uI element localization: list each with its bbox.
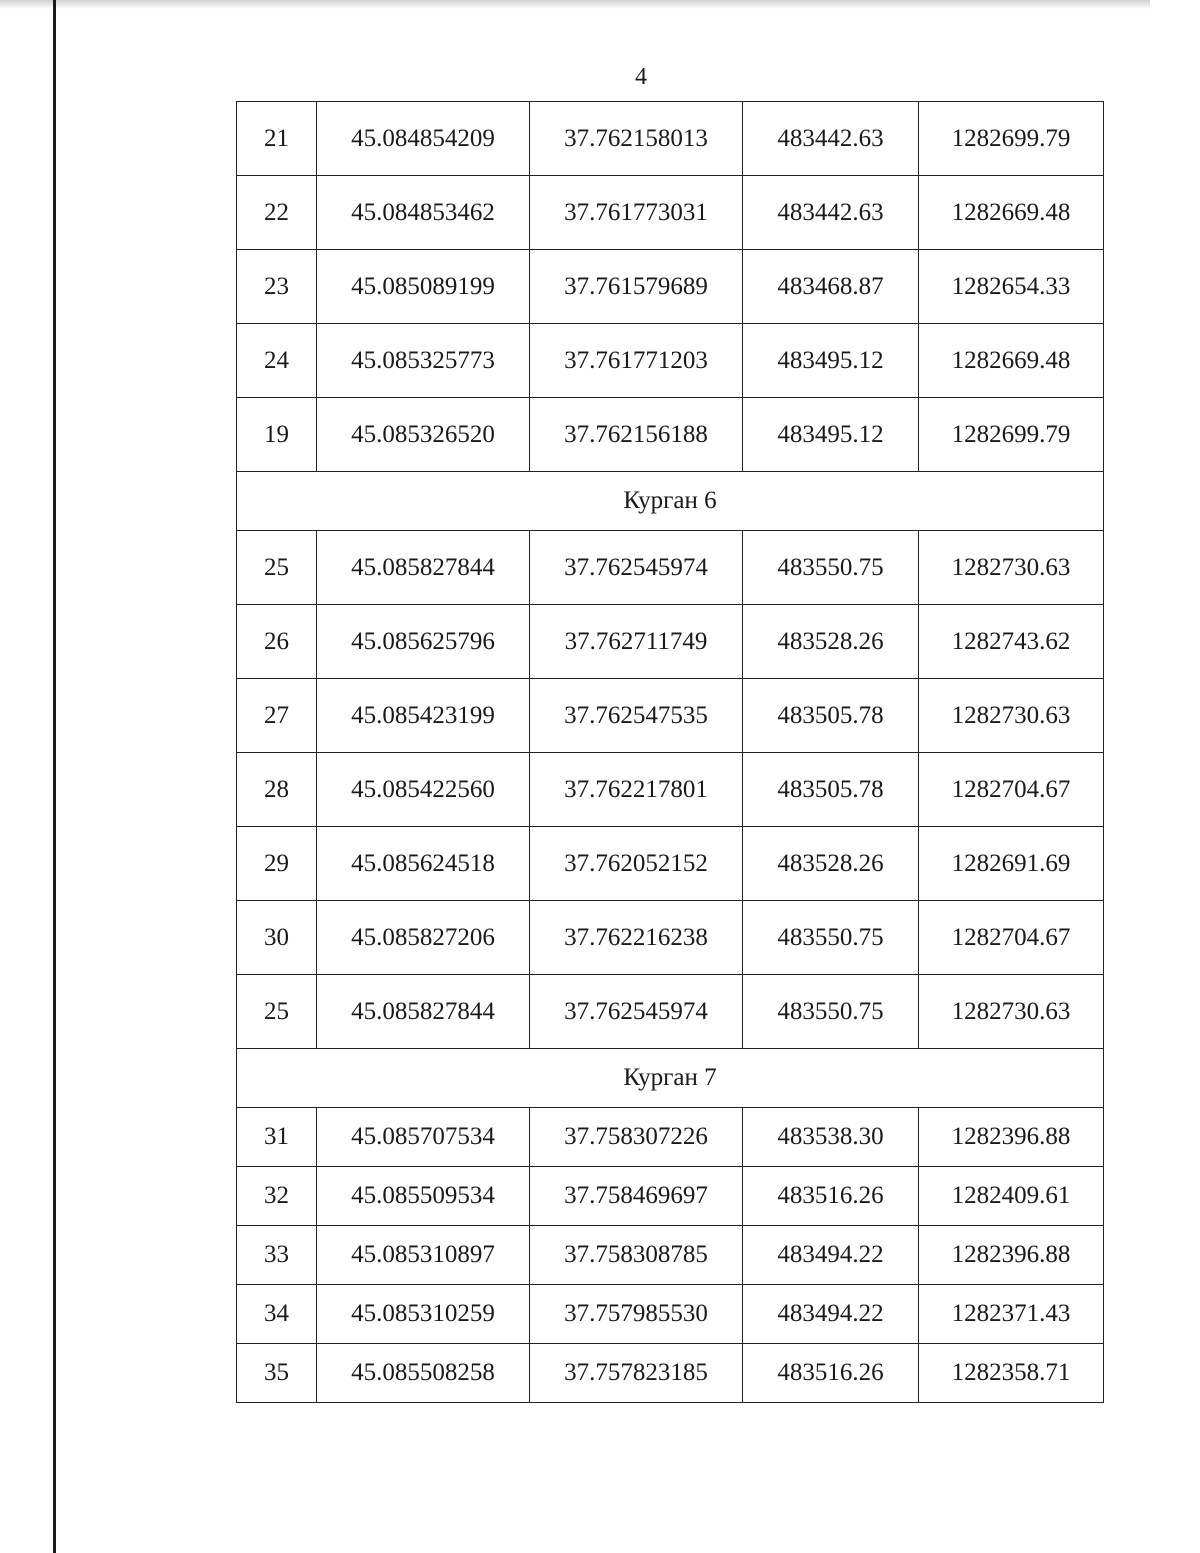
longitude-cell: 37.758469697 — [530, 1167, 743, 1226]
longitude-cell: 37.761773031 — [530, 176, 743, 250]
y-coordinate-cell: 1282669.48 — [919, 324, 1104, 398]
longitude-cell: 37.762711749 — [530, 605, 743, 679]
table-row — [237, 250, 1104, 324]
x-coordinate-cell: 483442.63 — [743, 102, 919, 176]
table-row — [237, 605, 1104, 679]
y-coordinate-cell: 1282691.69 — [919, 827, 1104, 901]
table-row — [237, 975, 1104, 1049]
x-coordinate-cell: 483550.75 — [743, 901, 919, 975]
point-number-cell: 28 — [237, 753, 317, 827]
x-coordinate-cell: 483528.26 — [743, 605, 919, 679]
table-row — [237, 753, 1104, 827]
point-number-cell: 34 — [237, 1285, 317, 1344]
x-coordinate-cell: 483528.26 — [743, 827, 919, 901]
coordinates-table — [236, 101, 1104, 1403]
table-row — [237, 1108, 1104, 1167]
latitude-cell: 45.085325773 — [317, 324, 530, 398]
latitude-cell: 45.085310259 — [317, 1285, 530, 1344]
x-coordinate-cell: 483468.87 — [743, 250, 919, 324]
point-number-cell: 23 — [237, 250, 317, 324]
longitude-cell: 37.762545974 — [530, 531, 743, 605]
x-coordinate-cell: 483494.22 — [743, 1285, 919, 1344]
latitude-cell: 45.085707534 — [317, 1108, 530, 1167]
table-row — [237, 679, 1104, 753]
latitude-cell: 45.085422560 — [317, 753, 530, 827]
table-row — [237, 1285, 1104, 1344]
x-coordinate-cell: 483516.26 — [743, 1167, 919, 1226]
point-number-cell: 32 — [237, 1167, 317, 1226]
latitude-cell: 45.085625796 — [317, 605, 530, 679]
latitude-cell: 45.085624518 — [317, 827, 530, 901]
y-coordinate-cell: 1282730.63 — [919, 531, 1104, 605]
y-coordinate-cell: 1282654.33 — [919, 250, 1104, 324]
section-label: Курган 7 — [237, 1049, 1104, 1108]
latitude-cell: 45.085423199 — [317, 679, 530, 753]
point-number-cell: 27 — [237, 679, 317, 753]
longitude-cell: 37.762158013 — [530, 102, 743, 176]
longitude-cell: 37.762217801 — [530, 753, 743, 827]
point-number-cell: 30 — [237, 901, 317, 975]
longitude-cell: 37.762216238 — [530, 901, 743, 975]
longitude-cell: 37.762547535 — [530, 679, 743, 753]
longitude-cell: 37.757985530 — [530, 1285, 743, 1344]
table-row — [237, 901, 1104, 975]
latitude-cell: 45.084853462 — [317, 176, 530, 250]
y-coordinate-cell: 1282743.62 — [919, 605, 1104, 679]
point-number-cell: 21 — [237, 102, 317, 176]
coordinates-table-body — [237, 102, 1104, 1403]
point-number-cell: 26 — [237, 605, 317, 679]
y-coordinate-cell: 1282699.79 — [919, 398, 1104, 472]
table-row — [237, 827, 1104, 901]
scan-edge-top — [0, 0, 1150, 9]
latitude-cell: 45.085089199 — [317, 250, 530, 324]
x-coordinate-cell: 483538.30 — [743, 1108, 919, 1167]
y-coordinate-cell: 1282396.88 — [919, 1108, 1104, 1167]
x-coordinate-cell: 483516.26 — [743, 1344, 919, 1403]
y-coordinate-cell: 1282409.61 — [919, 1167, 1104, 1226]
page-number: 4 — [635, 64, 647, 90]
point-number-cell: 25 — [237, 531, 317, 605]
latitude-cell: 45.085827844 — [317, 531, 530, 605]
table-row — [237, 102, 1104, 176]
longitude-cell: 37.762545974 — [530, 975, 743, 1049]
x-coordinate-cell: 483505.78 — [743, 753, 919, 827]
latitude-cell: 45.085509534 — [317, 1167, 530, 1226]
longitude-cell: 37.762052152 — [530, 827, 743, 901]
point-number-cell: 33 — [237, 1226, 317, 1285]
y-coordinate-cell: 1282396.88 — [919, 1226, 1104, 1285]
section-label: Курган 6 — [237, 472, 1104, 531]
point-number-cell: 24 — [237, 324, 317, 398]
longitude-cell: 37.758308785 — [530, 1226, 743, 1285]
y-coordinate-cell: 1282704.67 — [919, 901, 1104, 975]
point-number-cell: 19 — [237, 398, 317, 472]
y-coordinate-cell: 1282730.63 — [919, 975, 1104, 1049]
table-row — [237, 531, 1104, 605]
longitude-cell: 37.758307226 — [530, 1108, 743, 1167]
point-number-cell: 35 — [237, 1344, 317, 1403]
table-row — [237, 1226, 1104, 1285]
longitude-cell: 37.761771203 — [530, 324, 743, 398]
table-row — [237, 1167, 1104, 1226]
table-row — [237, 1344, 1104, 1403]
section-header-row — [237, 1049, 1104, 1108]
latitude-cell: 45.084854209 — [317, 102, 530, 176]
table-row — [237, 398, 1104, 472]
x-coordinate-cell: 483495.12 — [743, 398, 919, 472]
section-header-row — [237, 472, 1104, 531]
latitude-cell: 45.085326520 — [317, 398, 530, 472]
x-coordinate-cell: 483550.75 — [743, 975, 919, 1049]
x-coordinate-cell: 483505.78 — [743, 679, 919, 753]
latitude-cell: 45.085827844 — [317, 975, 530, 1049]
x-coordinate-cell: 483494.22 — [743, 1226, 919, 1285]
longitude-cell: 37.762156188 — [530, 398, 743, 472]
scan-edge-left — [53, 0, 56, 1553]
longitude-cell: 37.761579689 — [530, 250, 743, 324]
latitude-cell: 45.085310897 — [317, 1226, 530, 1285]
point-number-cell: 22 — [237, 176, 317, 250]
table-row — [237, 324, 1104, 398]
point-number-cell: 29 — [237, 827, 317, 901]
y-coordinate-cell: 1282730.63 — [919, 679, 1104, 753]
y-coordinate-cell: 1282358.71 — [919, 1344, 1104, 1403]
point-number-cell: 25 — [237, 975, 317, 1049]
y-coordinate-cell: 1282669.48 — [919, 176, 1104, 250]
x-coordinate-cell: 483442.63 — [743, 176, 919, 250]
y-coordinate-cell: 1282699.79 — [919, 102, 1104, 176]
latitude-cell: 45.085508258 — [317, 1344, 530, 1403]
x-coordinate-cell: 483495.12 — [743, 324, 919, 398]
x-coordinate-cell: 483550.75 — [743, 531, 919, 605]
longitude-cell: 37.757823185 — [530, 1344, 743, 1403]
latitude-cell: 45.085827206 — [317, 901, 530, 975]
table-row — [237, 176, 1104, 250]
y-coordinate-cell: 1282704.67 — [919, 753, 1104, 827]
point-number-cell: 31 — [237, 1108, 317, 1167]
y-coordinate-cell: 1282371.43 — [919, 1285, 1104, 1344]
